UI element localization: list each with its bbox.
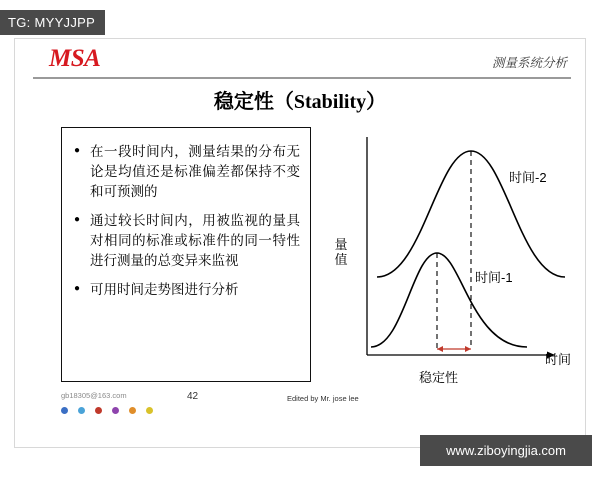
bullet-box [61, 127, 311, 382]
header-subtitle: 测量系统分析 [491, 56, 567, 70]
dot-1 [61, 407, 68, 414]
stability-arrow-left [437, 346, 443, 352]
footer-email: gb18305@163.com [61, 391, 127, 400]
stability-arrow-right [465, 346, 471, 352]
list-item: ● 通过较长时间内，用被监视的量具对相同的标准或标准件的同一特性进行测量的总变异来监视 [90, 211, 300, 271]
y-axis-label: 量值 [334, 237, 348, 267]
stability-label: 稳定性 [419, 370, 459, 385]
dot-2 [78, 407, 85, 414]
dot-6 [146, 407, 153, 414]
dot-5 [129, 407, 136, 414]
time-2-label: 时间-2 [509, 170, 547, 185]
edited-by: Edited by Mr. jose lee [287, 394, 359, 403]
footer-dots [61, 407, 153, 414]
x-axis-label: 时间 [544, 352, 571, 367]
dot-3 [95, 407, 102, 414]
page-number: 42 [187, 391, 199, 402]
list-item: ● 在一段时间内，测量结果的分布无论是均值还是标准偏差都保持不变和可预测的 [90, 142, 300, 202]
msa-logo: MSA [49, 45, 101, 72]
dot-4 [112, 407, 119, 414]
page-title: 稳定性（Stability） [213, 91, 387, 113]
slide-canvas [14, 38, 586, 448]
header-divider [33, 77, 571, 79]
tg-tag: TG: MYYJJPP [0, 10, 105, 35]
stability-chart [327, 127, 575, 397]
time-1-label: 时间-1 [475, 270, 513, 285]
list-item: ● 可用时间走势图进行分析 [90, 280, 300, 300]
slide-header [15, 39, 585, 79]
bullet-list [70, 142, 300, 300]
watermark: www.ziboyingjia.com [420, 435, 592, 466]
